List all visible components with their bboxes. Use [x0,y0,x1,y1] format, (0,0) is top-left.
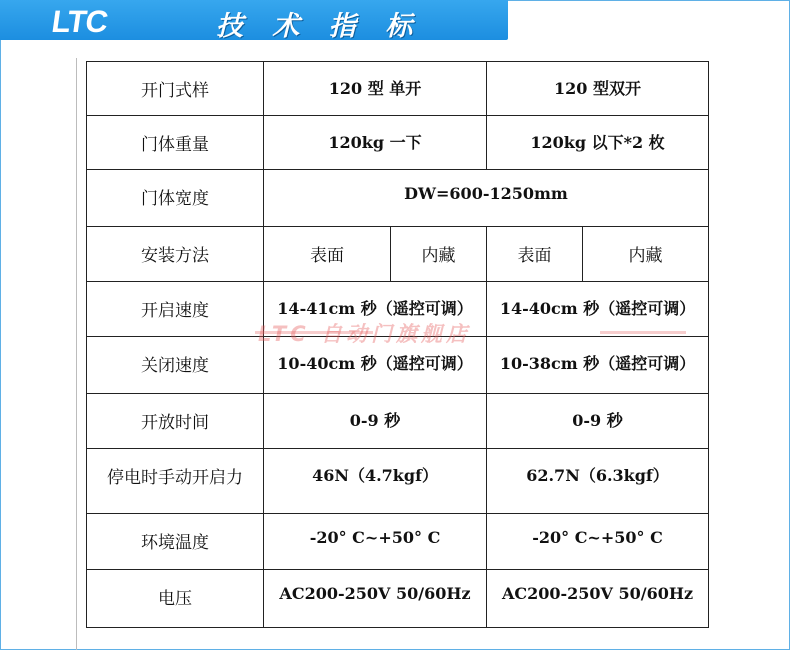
table-row [87,227,709,282]
row-label: 安装方法 [87,227,264,282]
header-banner [0,0,508,40]
cell-width: DW=600-1250mm [264,170,709,227]
cell-install-surface: 表面 [487,227,583,282]
row-label: 停电时手动开启力 [87,449,264,514]
table-row [87,170,709,227]
cell-single: AC200-250V 50/60Hz [264,570,487,628]
ltc-logo: LTC [49,4,110,39]
table-row [87,62,709,116]
cell-single: 14-41cm 秒（遥控可调） [264,282,487,337]
vertical-rule [76,58,77,650]
row-label: 门体重量 [87,116,264,170]
page-title: 技 术 指 标 [216,11,423,42]
watermark-line-right [600,331,686,334]
row-label: 开门式样 [87,62,264,116]
cell-install-concealed: 内藏 [583,227,709,282]
table-row [87,116,709,170]
row-label: 环境温度 [87,514,264,570]
cell-double: -20° C~+50° C [487,514,709,570]
cell-single: 120 型 单开 [264,62,487,116]
cell-double: 0-9 秒 [487,394,709,449]
cell-install-concealed: 内藏 [391,227,487,282]
watermark: LTC 自动门旗舰店 [258,322,471,346]
row-label: 开放时间 [87,394,264,449]
cell-double: 62.7N（6.3kgf） [487,449,709,514]
cell-double: 14-40cm 秒（遥控可调） [487,282,709,337]
table-row [87,514,709,570]
cell-single: 120kg 一下 [264,116,487,170]
cell-single: 0-9 秒 [264,394,487,449]
row-label: 开启速度 [87,282,264,337]
cell-double: 120 型双开 [487,62,709,116]
table-row [87,449,709,514]
table-row [87,394,709,449]
cell-double: AC200-250V 50/60Hz [487,570,709,628]
row-label: 门体宽度 [87,170,264,227]
cell-single: -20° C~+50° C [264,514,487,570]
row-label: 关闭速度 [87,337,264,394]
row-label: 电压 [87,570,264,628]
cell-double: 10-38cm 秒（遥控可调） [487,337,709,394]
cell-single: 46N（4.7kgf） [264,449,487,514]
cell-install-surface: 表面 [264,227,391,282]
cell-single: 10-40cm 秒（遥控可调） [264,337,487,394]
table-row [87,570,709,628]
cell-double: 120kg 以下*2 枚 [487,116,709,170]
